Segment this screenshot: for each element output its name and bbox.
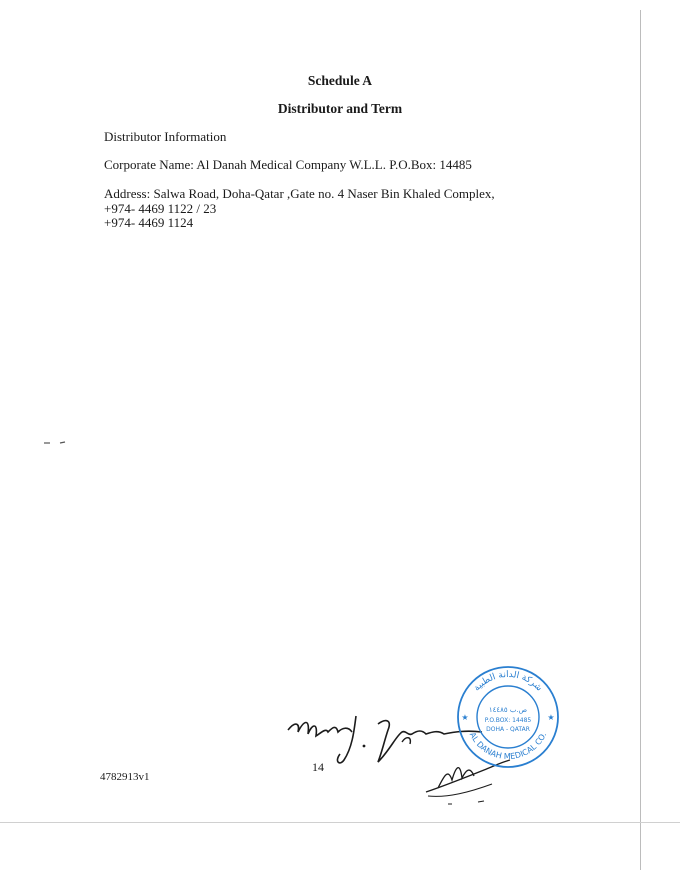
stamp-po-box: P.O.BOX: 14485 bbox=[484, 717, 532, 724]
scan-bottom-line bbox=[0, 822, 680, 823]
address-line: Address: Salwa Road, Doha-Qatar ,Gate no. 4 Naser Bin Khaled Complex, bbox=[104, 186, 495, 201]
stamp-company-text: AL DANAH MEDICAL CO. bbox=[467, 730, 549, 762]
stamp-city: DOHA - QATAR bbox=[486, 726, 530, 733]
stamp-star-icon: ★ bbox=[461, 713, 469, 722]
phone-line-1: +974- 4469 1122 / 23 bbox=[104, 201, 217, 216]
schedule-title: Schedule A bbox=[307, 73, 373, 88]
company-stamp bbox=[455, 664, 561, 770]
section-heading: Distributor Information bbox=[104, 129, 227, 144]
scan-edge-line bbox=[640, 10, 641, 870]
document-id: 4782913v1 bbox=[100, 771, 150, 783]
stamp-po-box-arabic: ص.ب ١٤٤٨٥ bbox=[488, 706, 528, 714]
schedule-subtitle: Distributor and Term bbox=[277, 101, 403, 116]
scan-mark bbox=[40, 438, 70, 448]
page-number: 14 bbox=[312, 760, 324, 774]
svg-text:AL DANAH MEDICAL CO. bbox=[468, 731, 549, 761]
stamp-star-icon: ★ bbox=[547, 713, 555, 722]
stamp-arabic-text: شركة الدانة الطبية bbox=[472, 669, 544, 694]
corporate-name-line: Corporate Name: Al Danah Medical Company W.L.L. P.O.Box: 14485 bbox=[104, 157, 472, 172]
phone-line-2: +974- 4469 1124 bbox=[104, 215, 194, 230]
